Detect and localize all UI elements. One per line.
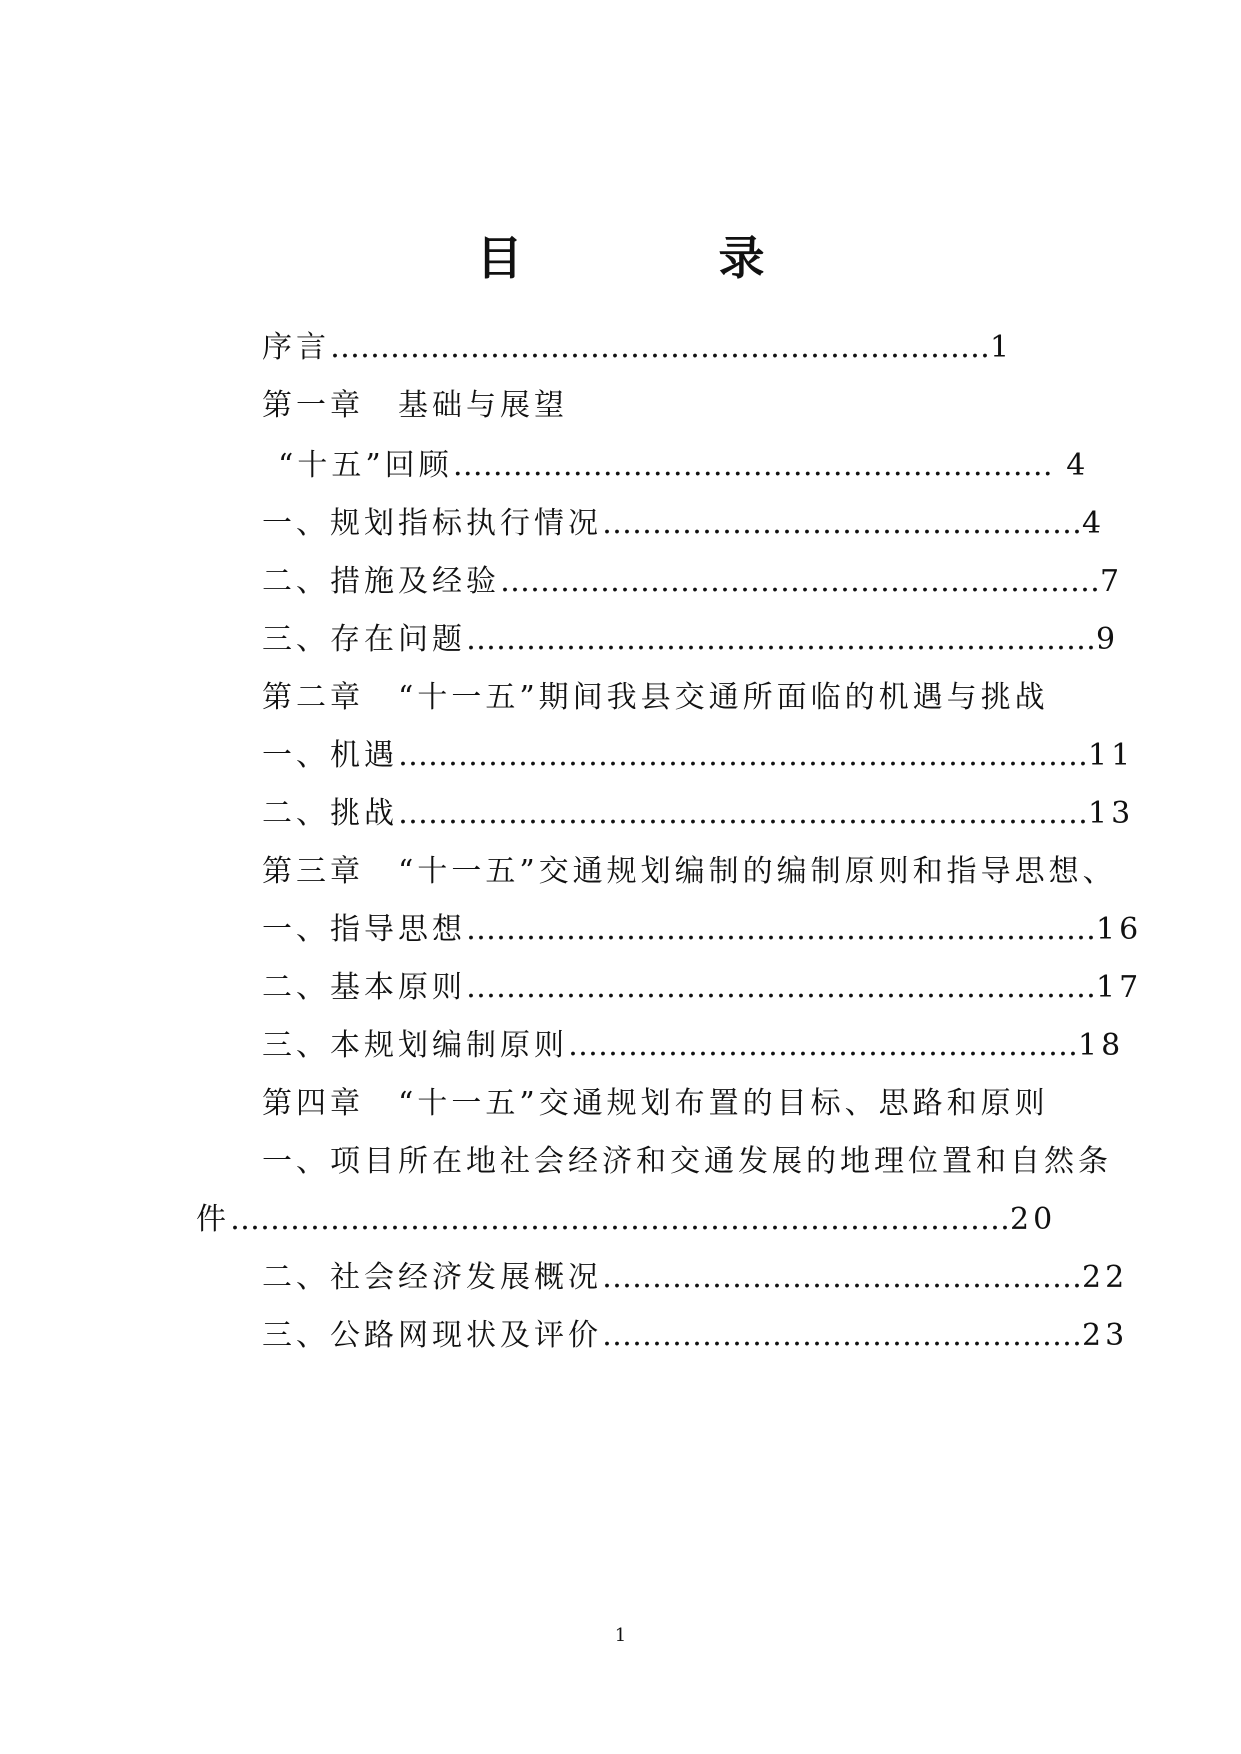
toc-chapter[interactable] <box>262 1084 1049 1124</box>
footer-page-number: 1 <box>614 1625 627 1646</box>
toc-leader: ……………………………………………………… <box>466 622 1096 657</box>
toc-chapter[interactable] <box>262 852 1117 892</box>
toc-entry[interactable] <box>262 1026 1124 1066</box>
toc-leader: ……………………………………………………… <box>466 970 1096 1005</box>
toc-page-number: 22 <box>1082 1260 1129 1295</box>
toc-leader: …………………………………………………… <box>452 448 1053 483</box>
toc-page-number: 4 <box>1052 448 1090 483</box>
toc-entry-text: 二、挑战 <box>262 796 398 831</box>
toc-entry-text: 一、机遇 <box>262 738 398 773</box>
toc-page-number: 18 <box>1078 1028 1125 1063</box>
toc-entry-text: 第三章 “十一五”交通规划编制的编制原则和指导思想、 <box>262 854 1117 889</box>
toc-page-number: 17 <box>1096 970 1143 1005</box>
toc-entry[interactable] <box>262 620 1119 660</box>
toc-leader: ………………………………………… <box>602 1318 1082 1353</box>
toc-entry-text: 件 <box>196 1202 230 1237</box>
toc-entry-text: “十五”回顾 <box>278 448 453 483</box>
toc-page-number: 20 <box>1010 1202 1057 1237</box>
toc-entry-text: 一、项目所在地社会经济和交通发展的地理位置和自然条 <box>262 1144 1112 1179</box>
toc-page-number: 4 <box>1082 506 1106 541</box>
toc-page-number: 11 <box>1088 738 1135 773</box>
toc-leader: …………………………………………………………… <box>398 796 1088 831</box>
toc-leader: …………………………………………… <box>568 1028 1078 1063</box>
toc-chapter[interactable] <box>262 678 1049 718</box>
toc-page-number: 7 <box>1100 564 1124 599</box>
toc-entry[interactable] <box>262 562 1123 602</box>
toc-entry-text: 二、社会经济发展概况 <box>262 1260 602 1295</box>
toc-chapter[interactable] <box>262 386 568 426</box>
toc-entry-text: 二、基本原则 <box>262 970 466 1005</box>
toc-entry-text: 第一章 基础与展望 <box>262 388 568 423</box>
toc-entry[interactable] <box>278 446 1089 486</box>
toc-entry[interactable] <box>262 328 1013 368</box>
toc-entry-text: 第四章 “十一五”交通规划布置的目标、思路和原则 <box>262 1086 1049 1121</box>
toc-leader: …………………………………………………………… <box>398 738 1088 773</box>
toc-leader: …………………………………………………………………… <box>230 1202 1010 1237</box>
toc-entry[interactable] <box>196 1200 1056 1240</box>
toc-entry-text: 一、指导思想 <box>262 912 466 947</box>
toc-page-number: 16 <box>1096 912 1143 947</box>
toc-page-number: 13 <box>1088 796 1135 831</box>
toc-leader: ………………………………………… <box>602 1260 1082 1295</box>
toc-entry[interactable] <box>262 968 1142 1008</box>
toc-page-number: 1 <box>990 330 1014 365</box>
toc-leader: ………………………………………………………… <box>330 330 990 365</box>
toc-entry[interactable] <box>262 794 1134 834</box>
toc-entry-text: 三、本规划编制原则 <box>262 1028 568 1063</box>
toc-entry[interactable] <box>262 1142 1112 1182</box>
toc-entry-text: 三、存在问题 <box>262 622 466 657</box>
toc-entry-text: 序言 <box>262 330 330 365</box>
toc-entry-text: 一、规划指标执行情况 <box>262 506 602 541</box>
toc-entry-text: 第二章 “十一五”期间我县交通所面临的机遇与挑战 <box>262 680 1049 715</box>
toc-leader: ………………………………………… <box>602 506 1082 541</box>
toc-entry[interactable] <box>262 736 1134 776</box>
toc-entry[interactable] <box>262 504 1105 544</box>
toc-page-number: 9 <box>1096 622 1120 657</box>
toc-entry[interactable] <box>262 910 1142 950</box>
toc-leader: ……………………………………………………… <box>466 912 1096 947</box>
toc-leader: …………………………………………………… <box>500 564 1100 599</box>
toc-page-number: 23 <box>1082 1318 1129 1353</box>
page-title: 目 录 <box>476 231 855 285</box>
toc-entry[interactable] <box>262 1316 1128 1356</box>
toc-entry-text: 三、公路网现状及评价 <box>262 1318 602 1353</box>
toc-entry[interactable] <box>262 1258 1128 1298</box>
toc-entry-text: 二、措施及经验 <box>262 564 500 599</box>
